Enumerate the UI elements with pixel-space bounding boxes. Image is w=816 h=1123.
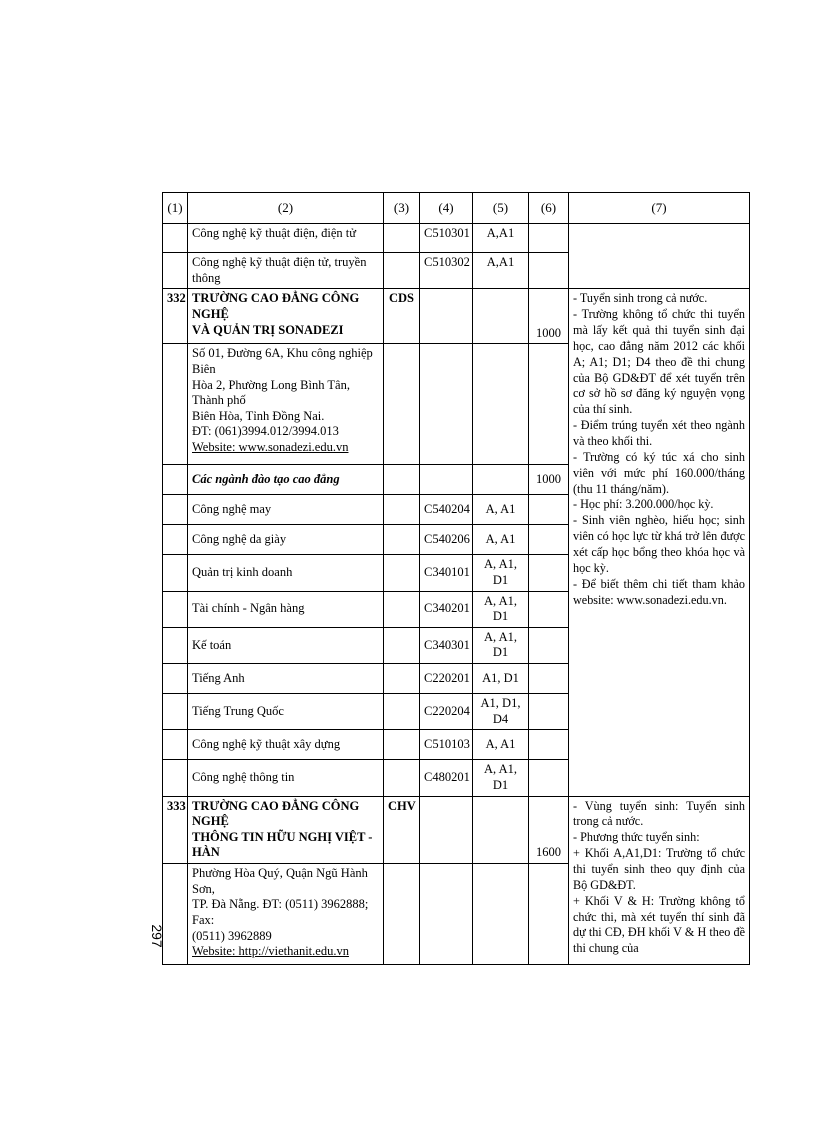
note-item: - Tuyển sinh trong cả nước. bbox=[573, 291, 708, 306]
major-code: C340201 bbox=[420, 591, 473, 627]
section-title: Các ngành đào tạo cao đẳng bbox=[188, 465, 384, 495]
header-col-7: (7) bbox=[569, 193, 750, 224]
school-number: 333 bbox=[163, 796, 188, 864]
major-blocks: A, A1 bbox=[473, 495, 529, 525]
note-item: - Điểm trúng tuyển xét theo ngành và theo khối thi. bbox=[573, 418, 745, 448]
major-name: Quản trị kinh doanh bbox=[188, 555, 384, 591]
school-code: CDS bbox=[384, 289, 420, 344]
major-name: Kế toán bbox=[188, 627, 384, 663]
school-notes bbox=[569, 796, 750, 965]
header-row bbox=[163, 193, 750, 224]
major-code: C510302 bbox=[420, 253, 473, 289]
header-col-4: (4) bbox=[420, 193, 473, 224]
note-item: - Học phí: 3.200.000/học kỳ. bbox=[573, 497, 714, 512]
major-name: Tiếng Trung Quốc bbox=[188, 694, 384, 730]
major-name: Công nghệ may bbox=[188, 495, 384, 525]
major-blocks: A,A1 bbox=[473, 253, 529, 289]
major-code: C510301 bbox=[420, 224, 473, 253]
address-line: ĐT: (061)3994.012/3994.013 bbox=[192, 424, 339, 439]
major-blocks: A1, D1 bbox=[473, 664, 529, 694]
major-name: Tiếng Anh bbox=[188, 664, 384, 694]
note-item: - Để biết thêm chi tiết tham khảo website: www.sonadezi.edu.vn. bbox=[573, 576, 745, 607]
major-name: Công nghệ kỹ thuật điện tử, truyền thông bbox=[188, 253, 384, 289]
admissions-table bbox=[162, 192, 750, 965]
major-code: C220201 bbox=[420, 664, 473, 694]
note-item: + Khối V & H: Trường không tổ chức thi, mà xét tuyển thí sinh đã dự thi CĐ, ĐH khối V & H theo đề thi chung của bbox=[573, 893, 745, 956]
major-blocks: A1, D1, D4 bbox=[473, 694, 529, 730]
major-code: C540206 bbox=[420, 525, 473, 555]
school-name-line1: TRƯỜNG CAO ĐẲNG CÔNG NGHỆ bbox=[192, 291, 360, 321]
school-name-line1: TRƯỜNG CAO ĐẲNG CÔNG NGHỆ bbox=[192, 798, 360, 829]
header-col-1: (1) bbox=[163, 193, 188, 224]
school-number: 332 bbox=[163, 289, 188, 344]
major-code: C540204 bbox=[420, 495, 473, 525]
major-blocks: A, A1 bbox=[473, 730, 529, 760]
address-line: Phường Hòa Quý, Quận Ngũ Hành Sơn, bbox=[192, 866, 368, 896]
note-item: - Vùng tuyển sinh: Tuyển sinh trong cả nước. bbox=[573, 798, 745, 829]
note-item: - Sinh viên nghèo, hiếu học; sinh viên có học lực từ khá trở lên được xét cấp học bổng theo khóa học và học kỳ. bbox=[573, 513, 745, 575]
major-blocks: A,A1 bbox=[473, 224, 529, 253]
major-code: C480201 bbox=[420, 760, 473, 796]
header-col-3: (3) bbox=[384, 193, 420, 224]
school-code: CHV bbox=[384, 796, 420, 864]
major-code: C510103 bbox=[420, 730, 473, 760]
major-name: Tài chính - Ngân hàng bbox=[188, 591, 384, 627]
website-link[interactable]: Website: http://viethanit.edu.vn bbox=[192, 944, 349, 959]
major-name: Công nghệ thông tin bbox=[188, 760, 384, 796]
table-row bbox=[163, 224, 750, 253]
school-name bbox=[188, 289, 384, 344]
address-line: (0511) 3962889 bbox=[192, 928, 272, 943]
note-item: - Phương thức tuyển sinh: bbox=[573, 830, 700, 845]
major-blocks: A, A1, D1 bbox=[473, 627, 529, 663]
major-blocks: A, A1, D1 bbox=[473, 591, 529, 627]
major-blocks: A, A1 bbox=[473, 525, 529, 555]
major-code: C340301 bbox=[420, 627, 473, 663]
school-name bbox=[188, 796, 384, 864]
school-notes bbox=[569, 289, 750, 796]
note-item: + Khối A,A1,D1: Trường tổ chức thi tuyển sinh theo quy định của Bộ GD&ĐT. bbox=[573, 846, 745, 892]
page-number: 297 bbox=[149, 924, 165, 948]
school-quota: 1600 bbox=[529, 796, 569, 864]
major-blocks: A, A1, D1 bbox=[473, 760, 529, 796]
school-quota: 1000 bbox=[529, 289, 569, 344]
major-name: Công nghệ kỹ thuật điện, điện tử bbox=[188, 224, 384, 253]
major-code: C340101 bbox=[420, 555, 473, 591]
school-row-333 bbox=[163, 796, 750, 864]
school-row-332 bbox=[163, 289, 750, 344]
major-name: Công nghệ da giày bbox=[188, 525, 384, 555]
school-name-line2: THÔNG TIN HỮU NGHỊ VIỆT - HÀN bbox=[192, 829, 373, 860]
address-line: TP. Đà Nẵng. ĐT: (0511) 3962888; Fax: bbox=[192, 897, 369, 927]
school-address bbox=[188, 344, 384, 465]
header-col-6: (6) bbox=[529, 193, 569, 224]
major-code: C220204 bbox=[420, 694, 473, 730]
school-address bbox=[188, 864, 384, 965]
section-quota: 1000 bbox=[529, 465, 569, 495]
address-line: Số 01, Đường 6A, Khu công nghiệp Biên bbox=[192, 346, 373, 376]
address-line: Biên Hòa, Tỉnh Đồng Nai. bbox=[192, 408, 325, 423]
website-link[interactable]: Website: www.sonadezi.edu.vn bbox=[192, 440, 349, 454]
address-line: Hòa 2, Phường Long Bình Tân, Thành phố bbox=[192, 377, 350, 408]
note-item: - Trường không tổ chức thi tuyển mà lấy kết quả thi tuyển sinh đại học, cao đẳng năm 2012 các khối A; A1; D1; D4 theo đề thi chung của Bộ GD&ĐT để xét tuyển trên cơ sở hồ sơ đăng ký nguyện vọng của thí sinh. bbox=[573, 307, 745, 417]
major-blocks: A, A1, D1 bbox=[473, 555, 529, 591]
header-col-5: (5) bbox=[473, 193, 529, 224]
major-name: Công nghệ kỹ thuật xây dựng bbox=[188, 730, 384, 760]
school-name-line2: VÀ QUẢN TRỊ SONADEZI bbox=[192, 322, 344, 337]
note-item: - Trường có ký túc xá cho sinh viên với mức phí 160.000/tháng (thu 11 tháng/năm). bbox=[573, 449, 745, 496]
header-col-2: (2) bbox=[188, 193, 384, 224]
